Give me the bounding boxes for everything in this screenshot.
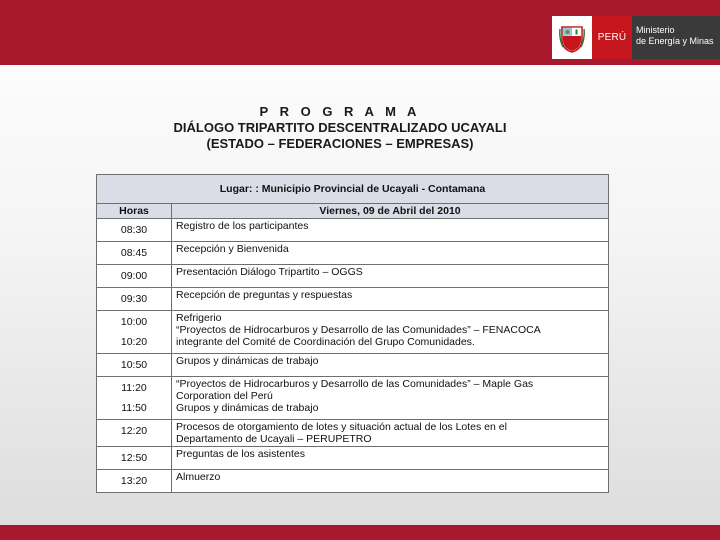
time-cell xyxy=(97,377,172,420)
activity-cell xyxy=(172,420,609,447)
activity-line: Recepción y Bienvenida xyxy=(176,243,289,255)
place-row xyxy=(97,175,609,204)
program-title: P R O G R A M A xyxy=(259,104,421,119)
time-value: 10:50 xyxy=(120,359,148,371)
column-header-row xyxy=(97,204,609,219)
document-titles xyxy=(0,104,680,152)
activity-line: Recepción de preguntas y respuestas xyxy=(176,289,353,301)
activity-cell xyxy=(172,354,609,377)
schedule-table xyxy=(96,174,609,493)
time-cell xyxy=(97,219,172,242)
schedule-body xyxy=(97,219,609,493)
country-label: PERÚ xyxy=(592,16,632,59)
ministry-name xyxy=(632,16,720,59)
activity-cell xyxy=(172,242,609,265)
coat-of-arms-icon xyxy=(552,16,592,59)
activity-line: Grupos y dinámicas de trabajo xyxy=(176,402,319,414)
table-row xyxy=(97,354,609,377)
time-value: 10:20 xyxy=(120,336,148,348)
time-value: 08:30 xyxy=(120,224,148,236)
activity-line: Departamento de Ucayali – PERUPETRO xyxy=(176,433,372,445)
activity-cell xyxy=(172,265,609,288)
time-value: 10:00 xyxy=(120,316,148,328)
table-row xyxy=(97,311,609,354)
activity-cell xyxy=(172,288,609,311)
table-row xyxy=(97,377,609,420)
time-value: 12:20 xyxy=(120,425,148,437)
table-row xyxy=(97,265,609,288)
activity-line: Registro de los participantes xyxy=(176,220,309,232)
time-cell xyxy=(97,288,172,311)
activity-line: integrante del Comité de Coordinación del Grupo Comunidades. xyxy=(176,336,475,348)
time-value: 09:00 xyxy=(120,270,148,282)
time-cell xyxy=(97,354,172,377)
activity-line: “Proyectos de Hidrocarburos y Desarrollo de las Comunidades” – Maple Gas xyxy=(176,378,534,390)
header-bar xyxy=(0,0,720,65)
activity-line: Refrigerio xyxy=(176,312,222,324)
activity-cell xyxy=(172,470,609,493)
date-column-header: Viernes, 09 de Abril del 2010 xyxy=(172,204,609,219)
place-cell: Lugar: : Municipio Provincial de Ucayali - Contamana xyxy=(97,175,609,204)
time-cell xyxy=(97,447,172,470)
time-value: 12:50 xyxy=(120,452,148,464)
table-row xyxy=(97,447,609,470)
event-title: DIÁLOGO TRIPARTITO DESCENTRALIZADO UCAYALI xyxy=(173,120,507,135)
activity-cell xyxy=(172,377,609,420)
time-cell xyxy=(97,242,172,265)
activity-line: Corporation del Perú xyxy=(176,390,273,402)
table-row xyxy=(97,242,609,265)
time-cell xyxy=(97,420,172,447)
activity-cell xyxy=(172,219,609,242)
time-value: 08:45 xyxy=(120,247,148,259)
hours-column-header: Horas xyxy=(97,204,172,219)
time-cell xyxy=(97,265,172,288)
ministry-line-1: Ministerio xyxy=(636,25,675,35)
table-row xyxy=(97,470,609,493)
activity-line: Presentación Diálogo Tripartito – OGGS xyxy=(176,266,363,278)
time-value: 13:20 xyxy=(120,475,148,487)
activity-line: Procesos de otorgamiento de lotes y situación actual de los Lotes en el xyxy=(176,421,507,433)
time-value: 09:30 xyxy=(120,293,148,305)
time-cell xyxy=(97,470,172,493)
footer-bar xyxy=(0,525,720,540)
parties-subtitle: (ESTADO – FEDERACIONES – EMPRESAS) xyxy=(206,136,474,151)
activity-line: Grupos y dinámicas de trabajo xyxy=(176,355,319,367)
time-value: 11:50 xyxy=(121,402,147,414)
activity-line: Almuerzo xyxy=(176,471,221,483)
time-value: 11:20 xyxy=(121,382,147,394)
table-row xyxy=(97,420,609,447)
table-row xyxy=(97,288,609,311)
activity-cell xyxy=(172,311,609,354)
time-cell xyxy=(97,311,172,354)
ministry-logo xyxy=(552,16,720,59)
activity-line: Preguntas de los asistentes xyxy=(176,448,305,460)
ministry-line-2: de Energía y Minas xyxy=(636,36,714,46)
activity-line: “Proyectos de Hidrocarburos y Desarrollo de las Comunidades” – FENACOCA xyxy=(176,324,541,336)
activity-cell xyxy=(172,447,609,470)
table-row xyxy=(97,219,609,242)
